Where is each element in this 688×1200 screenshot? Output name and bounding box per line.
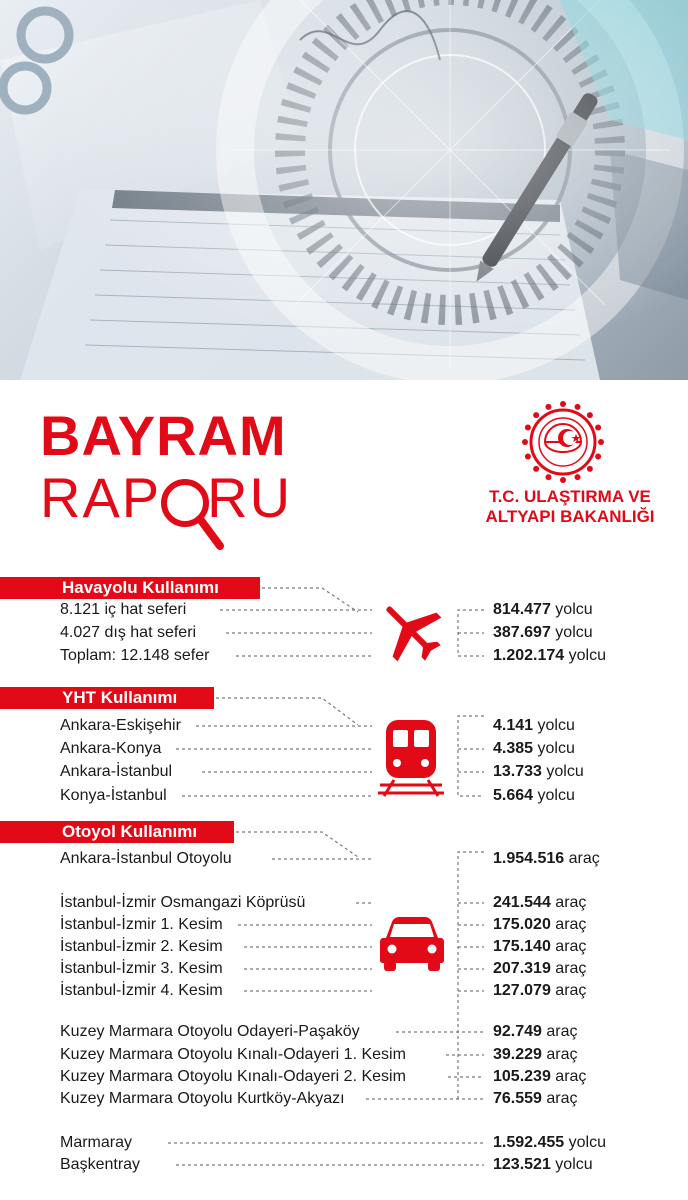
leader-line — [216, 698, 358, 725]
road-row-label: İstanbul-İzmir 1. Kesim — [60, 916, 223, 933]
rail-row-value: 123.521 yolcu — [493, 1156, 593, 1173]
road-row-label: Kuzey Marmara Otoyolu Kurtköy-Akyazı — [60, 1090, 345, 1107]
airplane-icon — [376, 596, 446, 666]
road-row-label: Ankara-İstanbul Otoyolu — [60, 850, 232, 867]
road-row-label: İstanbul-İzmir 4. Kesim — [60, 982, 223, 999]
road-row-value: 39.229 araç — [493, 1046, 578, 1063]
ministry-name-line1: T.C. ULAŞTIRMA VE — [489, 487, 651, 506]
emblem-star — [595, 454, 601, 460]
emblem-star — [545, 404, 551, 410]
emblem-star — [587, 412, 593, 418]
air-row-label: 4.027 dış hat seferi — [60, 624, 197, 641]
road-row-value: 92.749 araç — [493, 1023, 578, 1040]
emblem-star — [587, 466, 593, 472]
section-header-road — [0, 821, 234, 843]
yht-row-value: 13.733 yolcu — [493, 763, 584, 780]
title-line2-part2: RU — [207, 466, 293, 529]
section-header-yht — [0, 687, 214, 709]
yht-row-label: Ankara-Konya — [60, 740, 162, 757]
section-title-road: Otoyol Kullanımı — [62, 822, 198, 841]
road-row-value: 1.954.516 araç — [493, 850, 600, 867]
road-row-label: İstanbul-İzmir Osmangazi Köprüsü — [60, 894, 306, 911]
yht-row-label: Ankara-Eskişehir — [60, 717, 181, 734]
air-row-value: 814.477 yolcu — [493, 601, 593, 618]
hero-photo — [0, 0, 688, 380]
emblem-star — [595, 424, 601, 430]
leader-line — [458, 610, 484, 656]
section-title-yht: YHT Kullanımı — [62, 688, 178, 707]
air-row-label: 8.121 iç hat seferi — [60, 601, 187, 618]
road-row-value: 241.544 araç — [493, 894, 587, 911]
road-row-label: Kuzey Marmara Otoyolu Odayeri-Paşaköy — [60, 1023, 360, 1040]
ministry-emblem-icon — [519, 398, 607, 486]
emblem-star — [533, 412, 539, 418]
road-row-value: 175.140 araç — [493, 938, 587, 955]
yht-row-value: 5.664 yolcu — [493, 787, 575, 804]
emblem-star — [533, 466, 539, 472]
air-row-label: Toplam: 12.148 sefer — [60, 647, 210, 664]
leader-line — [458, 716, 484, 796]
road-row-label: İstanbul-İzmir 3. Kesim — [60, 960, 223, 977]
train-icon — [378, 718, 444, 798]
yht-row-value: 4.141 yolcu — [493, 717, 575, 734]
yht-row-value: 4.385 yolcu — [493, 740, 575, 757]
rail-row-value: 1.592.455 yolcu — [493, 1134, 606, 1151]
emblem-star — [525, 454, 531, 460]
rail-row-label: Başkentray — [60, 1156, 141, 1173]
emblem-star — [522, 439, 528, 445]
magnifier-icon — [158, 476, 228, 556]
leader-line — [236, 832, 358, 857]
yht-row-label: Konya-İstanbul — [60, 787, 167, 804]
road-row-value: 207.319 araç — [493, 960, 587, 977]
hero-illustration — [0, 0, 688, 380]
emblem-star — [575, 474, 581, 480]
emblem-star — [575, 404, 581, 410]
road-row-label: İstanbul-İzmir 2. Kesim — [60, 938, 223, 955]
road-row-value: 127.079 araç — [493, 982, 587, 999]
emblem-star — [545, 474, 551, 480]
rail-row-label: Marmaray — [60, 1134, 133, 1151]
road-row-label: Kuzey Marmara Otoyolu Kınalı-Odayeri 1. Kesim — [60, 1046, 406, 1063]
report-title-line1: BAYRAM — [40, 404, 287, 467]
emblem-star — [525, 424, 531, 430]
road-row-value: 105.239 araç — [493, 1068, 587, 1085]
emblem-star — [560, 401, 566, 407]
road-row-value: 175.020 araç — [493, 916, 587, 933]
car-icon — [378, 916, 446, 972]
ministry-name-line2: ALTYAPI BAKANLIĞI — [485, 507, 655, 526]
emblem-star — [560, 477, 566, 483]
section-header-air — [0, 577, 260, 599]
title-line2-part1: RAP — [40, 466, 162, 529]
leader-line — [262, 588, 358, 612]
air-row-value: 387.697 yolcu — [493, 624, 593, 641]
leader-line — [458, 852, 484, 1099]
road-row-value: 76.559 araç — [493, 1090, 578, 1107]
emblem-star — [598, 439, 604, 445]
yht-row-label: Ankara-İstanbul — [60, 763, 173, 780]
ministry-name — [470, 487, 670, 527]
section-title-air: Havayolu Kullanımı — [62, 578, 219, 597]
air-row-value: 1.202.174 yolcu — [493, 647, 606, 664]
road-row-label: Kuzey Marmara Otoyolu Kınalı-Odayeri 2. Kesim — [60, 1068, 406, 1085]
